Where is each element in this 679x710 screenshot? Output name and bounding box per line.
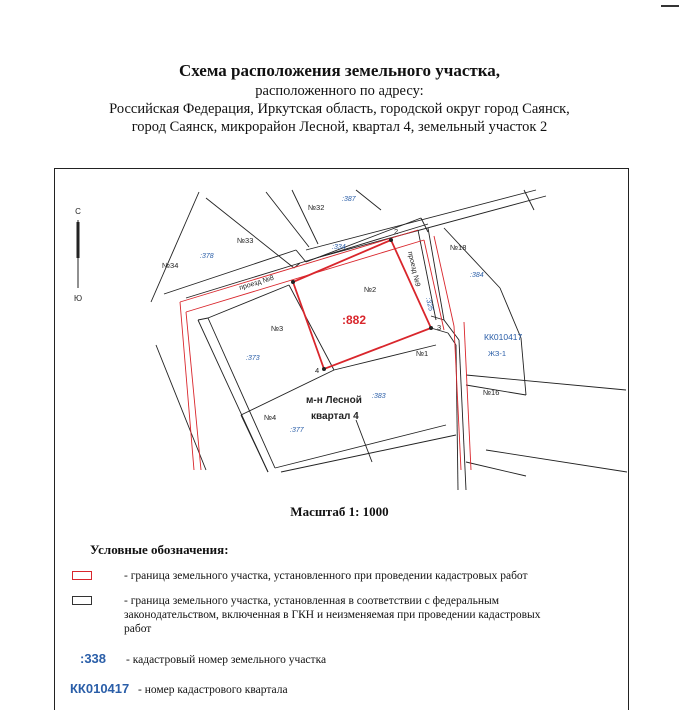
parcel-label-2: №2	[364, 285, 377, 294]
cadastral-number-sample: :338	[80, 651, 107, 666]
legend-black-text: - граница земельного участка, установленная в соответствии с федеральным законодательством, включенная в ГКН и неизменяемая при проведении кадастровых работ	[124, 595, 541, 635]
point-4-label: 4	[315, 366, 320, 375]
compass-south-label: Ю	[73, 294, 83, 303]
parcel-label-33: №33	[237, 236, 254, 245]
zone-label: ЖЗ-1	[488, 349, 507, 358]
map-scale: Масштаб 1: 1000	[290, 504, 389, 519]
corner-mark	[661, 5, 679, 7]
parcel-label-32: №32	[308, 203, 325, 212]
cadastral-number-384: :384	[470, 272, 484, 279]
compass-north-label: С	[75, 207, 81, 216]
quarter-code-sample: КК010417	[70, 681, 130, 696]
parcel-label-16: №16	[483, 388, 500, 397]
quarter-label: квартал 4	[311, 411, 359, 422]
cadastral-number-387: :387	[342, 196, 356, 203]
point-2-label: 2	[394, 227, 399, 236]
cadastral-number-377: :377	[290, 427, 304, 434]
cadastral-number-373: :373	[246, 355, 260, 362]
district-label: м-н Лесной	[306, 395, 362, 406]
cadastral-map	[56, 170, 627, 490]
existing-boundaries	[151, 190, 627, 490]
legend-row-quarter	[70, 681, 288, 697]
street-proezd-8: проезд №8	[238, 274, 275, 292]
address-line-2: город Саянск, микрорайон Лесной, квартал 4, земельный участок 2	[131, 119, 548, 135]
document-subtitle: расположенного по адресу:	[255, 83, 424, 99]
legend-row-number	[80, 651, 327, 667]
compass-icon	[74, 207, 82, 303]
cadastral-number-378: :378	[200, 253, 214, 260]
street-proezd-9: проезд №9	[406, 250, 421, 288]
parcel-label-3: №3	[271, 324, 284, 333]
main-parcel-number: :882	[342, 313, 367, 327]
red-boundary-swatch	[72, 571, 92, 580]
legend-number-text: - кадастровый номер земельного участка	[126, 654, 327, 666]
document-header	[0, 60, 679, 136]
point-3-label: 3	[437, 323, 442, 332]
legend-red-text: - граница земельного участка, установленного при проведении кадастровых работ	[124, 570, 528, 582]
parcel-label-34: №34	[162, 261, 179, 270]
address-line-1: Российская Федерация, Иркутская область, городской округ город Саянск,	[109, 101, 570, 117]
parcel-label-1: №1	[416, 349, 429, 358]
legend-title: Условные обозначения:	[90, 542, 229, 557]
black-boundary-swatch	[72, 596, 92, 605]
parcel-label-18: №18	[450, 243, 467, 252]
legend-quarter-text: - номер кадастрового квартала	[138, 684, 288, 696]
parcel-label-4: №4	[264, 413, 277, 422]
cadastral-number-383: :383	[372, 393, 386, 400]
cadastral-number-325: :325	[424, 296, 434, 312]
quarter-code-label: КК010417	[484, 332, 523, 342]
cadastral-number-334: :334	[332, 244, 346, 251]
document-title: Схема расположения земельного участка,	[178, 61, 501, 80]
